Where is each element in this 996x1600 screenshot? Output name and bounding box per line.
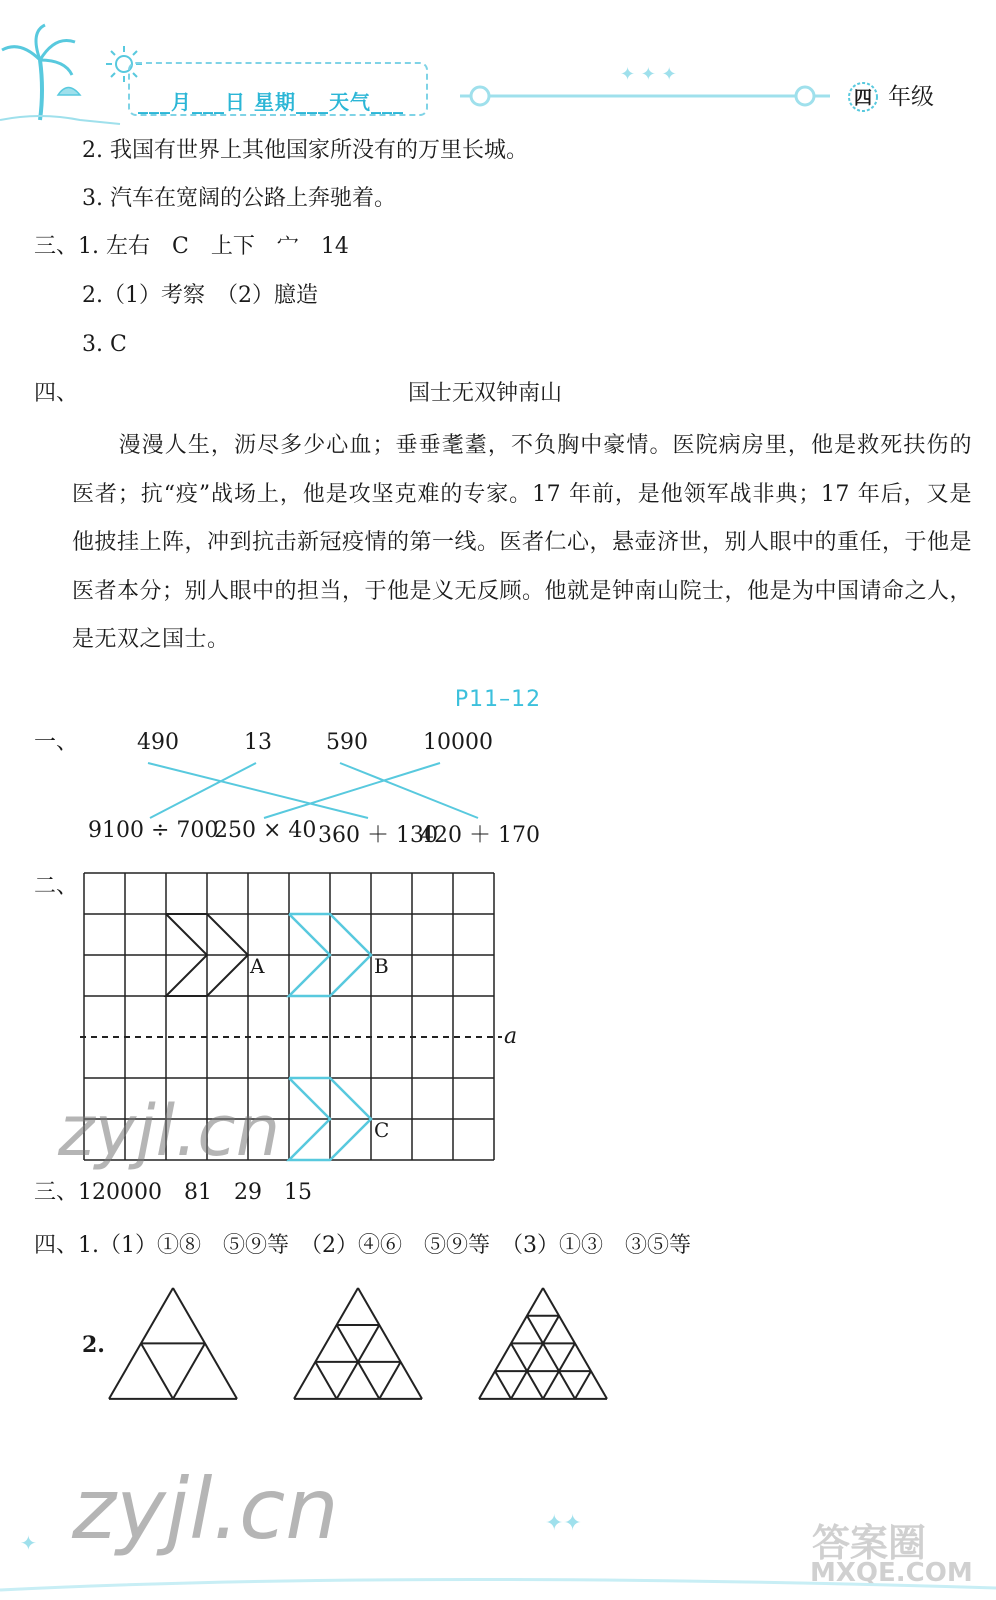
answer-line-3: 3. 汽车在宽阔的公路上奔驰着。 (82, 186, 396, 211)
essay-text: 漫漫人生，沥尽多少心血；垂垂耄耋，不负胸中豪情。医院病房里，他是救死扶伤的医者；抗“疫”战场上，他是攻坚克难的专家。17 年前，是他领军战非典；17 年后，又是他披挂上阵，冲到抗击新冠疫情的第一线。医者仁心，悬壶济世，别人眼中的重任，于他是医者本分；别人眼中的担当，于他是义无反顾。他就是钟南山院士，他是为中国请命之人，是无双之国士。 (72, 433, 973, 652)
match-bottom-4: 420 ＋ 170 (420, 823, 540, 848)
label-b: B (374, 954, 389, 978)
date-line: ___月___日 星期___天气___ (138, 90, 404, 114)
q4-2-label: 2. (82, 1332, 105, 1358)
svg-text:✦ ✦ ✦: ✦ ✦ ✦ (620, 64, 677, 85)
match-top-3: 590 (326, 730, 368, 755)
q3-answer: 三、120000 81 29 15 (34, 1180, 312, 1205)
q2-label: 二、 (34, 874, 79, 899)
section-4-label: 四、 (34, 381, 79, 406)
essay-title: 国士无双钟南山 (408, 381, 563, 406)
grade-number: 四 (854, 88, 872, 109)
match-top-2: 13 (244, 730, 272, 755)
match-top-4: 10000 (423, 730, 493, 755)
section-3-q1: 三、1. 左右 C 上下 宀 14 (34, 234, 349, 259)
section-3-q2: 2.（1）考察 （2）臆造 (82, 283, 318, 308)
triangle-edge (495, 1371, 511, 1399)
page-section-title: P11–12 (454, 687, 542, 712)
triangle-edge (379, 1362, 400, 1399)
axis-label-a: a (504, 1024, 518, 1049)
svg-text:✦✦: ✦✦ (545, 1511, 582, 1536)
watermark-1: zyjl.cn (58, 1090, 281, 1172)
match-bottom-1: 9100 ÷ 700 (88, 818, 219, 843)
watermark-4: MXQE.COM (810, 1558, 973, 1588)
watermark-2: zyjl.cn (72, 1460, 339, 1558)
triangle-edge (173, 1343, 205, 1398)
label-c: C (374, 1118, 390, 1142)
triangle-edge (315, 1362, 336, 1399)
watermark-3: 答案圈 (812, 1521, 927, 1565)
match-bottom-3: 360 ＋ 130 (318, 823, 438, 848)
section-3-q3: 3. C (82, 332, 127, 357)
footer-decoration (0, 1490, 996, 1600)
triangle-edge (575, 1371, 591, 1399)
q4-line1: 四、1.（1）①⑧ ⑤⑨等 （2）④⑥ ⑤⑨等 （3）①③ ③⑤等 (34, 1233, 691, 1258)
svg-text:✦: ✦ (20, 1531, 37, 1555)
label-a: A (250, 954, 265, 978)
answer-line-2: 2. 我国有世界上其他国家所没有的万里长城。 (82, 138, 528, 163)
match-top-1: 490 (137, 730, 179, 755)
triangle-edge (141, 1343, 173, 1398)
match-bottom-2: 250 × 40 (214, 818, 317, 843)
q1-label: 一、 (34, 730, 79, 755)
grade-label: 年级 (888, 84, 934, 110)
